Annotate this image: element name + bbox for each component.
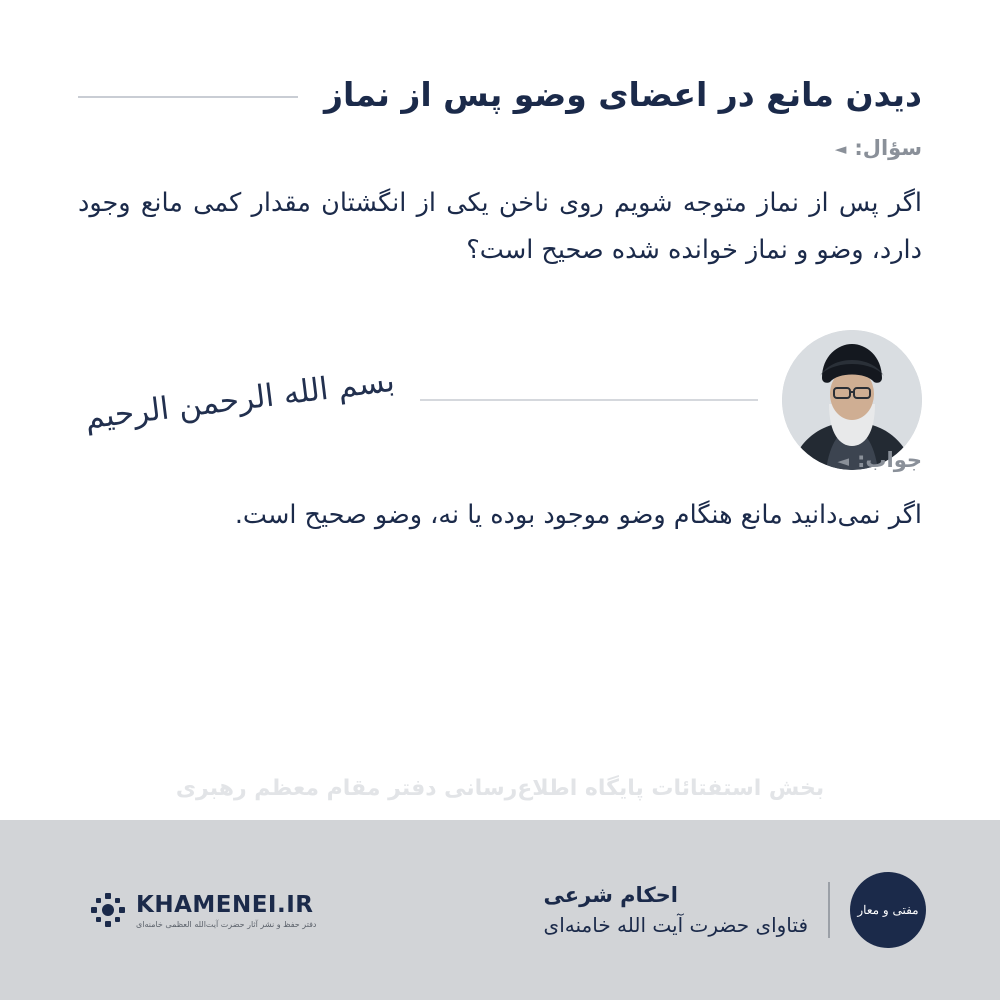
footer-divider xyxy=(828,882,830,938)
footer-title-secondary: فتاوای حضرت آیت الله خامنه‌ای xyxy=(543,913,808,937)
question-label: سؤال: xyxy=(854,136,922,160)
question-text: اگر پس از نماز متوجه شویم روی ناخن یکی از انگشتان مقدار کمی مانع وجود دارد، وضو و نماز خوانده شده صحیح است؟ xyxy=(78,188,922,266)
bismillah-calligraphy: بسم الله الرحمن الرحیم xyxy=(82,362,397,437)
logo-text-group xyxy=(136,892,317,929)
page-title: دیدن مانع در اعضای وضو پس از نماز xyxy=(323,75,922,115)
footer-title-primary: احکام شرعی xyxy=(543,883,678,907)
logo-subtitle: دفتر حفظ و نشر آثار حضرت آیت‌الله العظمی خامنه‌ای xyxy=(136,919,317,929)
header-divider xyxy=(78,96,298,98)
seal-icon: مفتی و معار xyxy=(850,872,926,948)
footer-title-group xyxy=(544,883,808,937)
arrow-left-icon: ◄ xyxy=(837,452,849,470)
footer-logo[interactable] xyxy=(90,820,317,1000)
khamenei-logo-icon xyxy=(90,892,126,928)
answer-label: جواب: xyxy=(857,448,922,472)
header xyxy=(78,64,922,126)
question-label-row xyxy=(78,136,922,160)
answer-label-row xyxy=(78,448,922,472)
source-note: بخش استفتائات پایگاه اطلاع‌رسانی دفتر مقام معظم رهبری xyxy=(175,776,825,801)
arrow-left-icon: ◄ xyxy=(834,140,847,158)
signature-divider xyxy=(420,399,758,401)
logo-wordmark: KHAMENEI.IR xyxy=(136,891,314,918)
footer-brand-right xyxy=(544,820,926,1000)
answer-text: اگر نمی‌دانید مانع هنگام وضو موجود بوده یا نه، وضو صحیح است. xyxy=(234,500,922,530)
footer xyxy=(0,820,1000,1000)
